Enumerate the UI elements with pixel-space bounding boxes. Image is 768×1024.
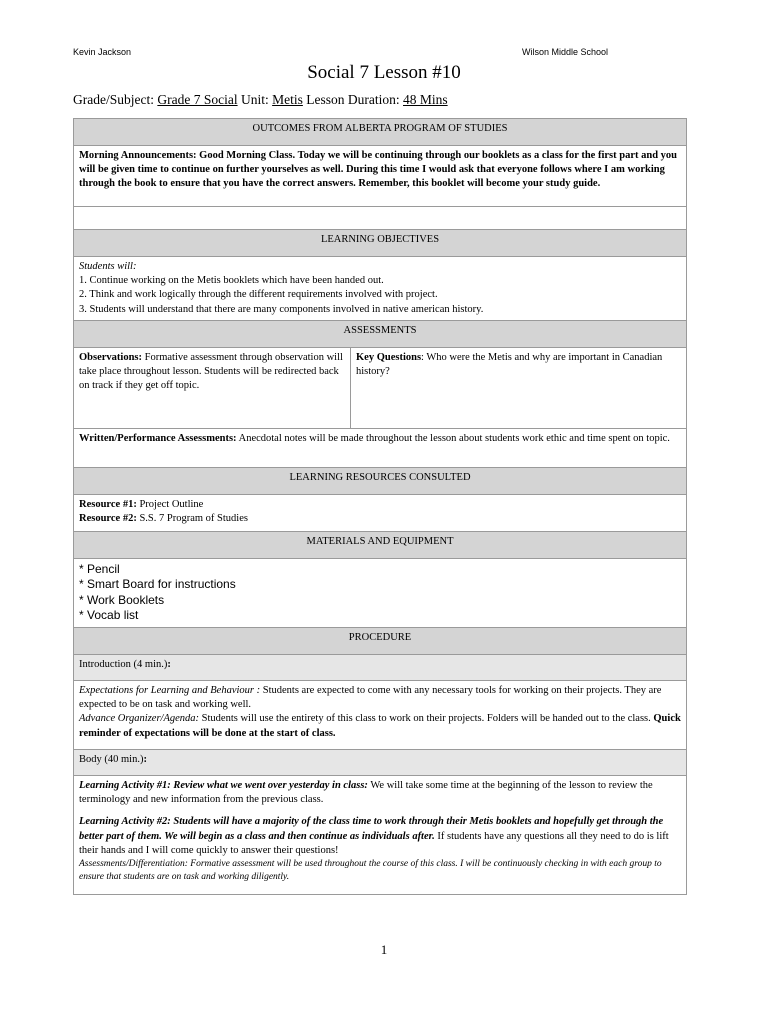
material-item-3: * Work Booklets [79,592,165,607]
expectations-text: Students are expected to come with any necessary tools for working on their projects. They are expected to be on task and working well. [79,685,662,711]
grade-value: Grade 7 Social [157,92,238,107]
resource-2-label: Resource #2: [79,512,137,524]
introduction-label: Introduction [79,659,131,671]
differentiation-text: Assessments/Differentiation: Formative assessment will be used throughout the course of this class. I will be continuously checking in with each group to ensure that students are on task and working diligently. [79,858,662,882]
body-label: Body [79,754,102,766]
objective-item-2: 2. Think and work logically through the different requirements involved with project. [79,289,438,301]
body-colon: : [143,754,147,766]
activity-1-label: Learning Activity #1: Review what we went over yesterday in class: [79,780,368,792]
activity-1-text: We will take some time at the beginning of the lesson to review the terminology and new information from the previous class. [79,780,653,806]
observations-text: Formative assessment through observation will take place throughout lesson. Students will be redirected back on track if they get off topic. [79,351,343,392]
objectives-heading: LEARNING OBJECTIVES [74,230,687,257]
author-name: Kevin Jackson [73,47,132,57]
introduction-colon: : [167,659,171,671]
unit-value: Metis [272,92,303,107]
expectations-label: Expectations for Learning and Behaviour : [79,685,261,697]
observations-cell [74,347,351,428]
objective-item-1: 1. Continue working on the Metis booklets which have been handed out. [79,275,384,287]
resource-2-text: S.S. 7 Program of Studies [136,512,248,524]
advance-organizer-label: Advance Organizer/Agenda: [79,713,200,725]
body-cell [74,776,687,895]
key-questions-text: : Who were the Metis and why are important in Canadian history? [356,351,663,377]
material-item-4: * Vocab list [79,608,139,623]
objective-item-3: 3. Students will understand that there are many components involved in native american history. [79,303,484,315]
observations-label: Observations: [79,351,142,363]
activity-2-label: Learning Activity #2: Students will have a majority of the class time to work through their Metis booklets and hopefully get through the better part of them. We will begin as a class and then continue as individuals after. [79,816,664,842]
body-time: (40 min.) [101,754,144,766]
introduction-heading [74,655,687,681]
duration-value: 48 Mins [403,92,448,107]
grade-line [73,92,448,108]
grade-label: Grade/Subject: [73,92,158,107]
advance-organizer-bold: Quick reminder of expectations will be done at the start of class. [79,713,681,739]
lesson-plan-table [73,118,687,895]
body-heading [74,750,687,776]
introduction-cell [74,681,687,750]
materials-cell [74,558,687,627]
assessments-heading: ASSESSMENTS [74,320,687,347]
activity-2-text: If students have any questions all they need to do is lift their hands and I will come quickly to answer their questions! [79,830,669,856]
written-assessment-cell [74,428,687,467]
objectives-intro: Students will: [79,261,137,272]
key-questions-label: Key Questions [356,351,422,363]
objectives-cell [74,257,687,321]
material-item-2: * Smart Board for instructions [79,577,236,592]
resource-1-text: Project Outline [136,498,204,510]
outcomes-heading: OUTCOMES FROM ALBERTA PROGRAM OF STUDIES [74,119,687,146]
resources-heading: LEARNING RESOURCES CONSULTED [74,467,687,494]
procedure-heading: PROCEDURE [74,628,687,655]
unit-label: Unit: [237,92,273,107]
outcomes-text: Morning Announcements: Good Morning Class. Today we will be continuing through our booklets as a class for the first part and you will be given time to continue on further yourselves as well. During this time I would ask that everyone follows where I am working through the book to ensure that you have the correct answers. Remember, this booklet will become your study guide. [79,150,677,190]
key-questions-cell [351,347,687,428]
material-item-1: * Pencil [79,561,120,576]
materials-heading: MATERIALS AND EQUIPMENT [74,531,687,558]
page-number: 1 [380,942,388,957]
duration-label: Lesson Duration: [302,92,403,107]
resources-cell [74,494,687,531]
written-text: Anecdotal notes will be made throughout the lesson about students work ethic and time spent on topic. [236,432,670,444]
resource-1-label: Resource #1: [79,498,137,510]
written-label: Written/Performance Assessments: [79,432,237,444]
page-title: Social 7 Lesson #10 [307,62,461,83]
advance-organizer-text: Students will use the entirety of this class to work on their projects. Folders will be handed out to the class. [199,713,654,725]
empty-row [74,207,687,230]
school-name: Wilson Middle School [522,47,609,57]
introduction-time: (4 min.) [130,659,168,671]
